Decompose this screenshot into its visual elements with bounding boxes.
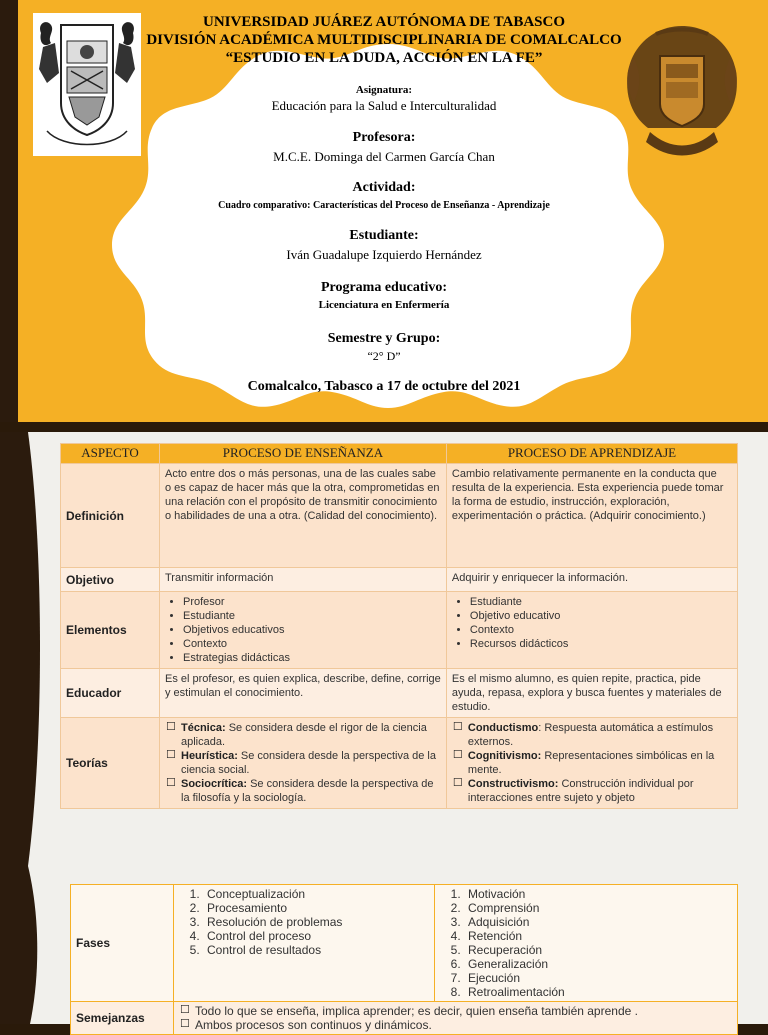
theory-term: Cognitivismo: [467, 750, 542, 762]
elementos-ensenanza [160, 592, 447, 669]
theory-term: Técnica: [181, 722, 226, 734]
list-item: • Objetivos educativos [183, 623, 441, 637]
list-item: 1. Conceptualización [203, 887, 429, 901]
elementos-aprendizaje [446, 592, 737, 669]
row-label-semejanzas: Semejanzas [71, 1002, 174, 1035]
theory-text: Construcción individual por interacciones entre sujeto y objeto [467, 778, 694, 804]
university-name: UNIVERSIDAD JUÁREZ AUTÓNOMA DE TABASCO [203, 14, 565, 30]
slide-edge-decoration [0, 432, 44, 866]
teorias-ensenanza [160, 718, 447, 809]
division-name: DIVISIÓN ACADÉMICA MULTIDISCIPLINARIA DE COMALCALCO [146, 32, 622, 48]
cover-slide [0, 0, 768, 422]
theory-text: Se considera desde la perspectiva de la filosofía y la sociología. [181, 778, 434, 804]
theory-text: Se considera desde la perspectiva de la ciencia social. [181, 750, 436, 776]
header-aprendizaje: PROCESO DE APRENDIZAJE [446, 444, 737, 464]
row-label-teorias: Teorías [61, 718, 160, 809]
list-item: • Profesor [183, 595, 441, 609]
table-row [61, 718, 738, 809]
list-item: 2. Comprensión [464, 901, 732, 915]
list-item: 7. Ejecución [464, 971, 732, 985]
teacher-label: Profesora: [352, 130, 416, 145]
list-item: • Contexto [470, 623, 732, 637]
phases-table [70, 884, 738, 1035]
list-item: 5. Recuperación [464, 943, 732, 957]
list-item: • Objetivo educativo [470, 609, 732, 623]
subject-value: Educación para la Salud e Interculturalidad [271, 98, 497, 113]
theory-term: Constructivismo: [467, 778, 559, 790]
row-label-definicion: Definición [61, 464, 160, 568]
subject-label: Asignatura: [355, 84, 413, 96]
row-label-educador: Educador [61, 669, 160, 718]
theory-text: Se considera desde el rigor de la ciencia aplicada. [181, 722, 427, 748]
slide-edge-decoration [0, 866, 44, 1024]
list-item: 6. Generalización [464, 957, 732, 971]
theory-term: Heurística: [181, 750, 238, 762]
table-row [61, 464, 738, 568]
table-row [61, 669, 738, 718]
objetivo-aprendizaje: Adquirir y enriquecer la información. [446, 568, 737, 592]
semejanzas-content [174, 1002, 738, 1035]
list-item: • Estrategias didácticas [183, 651, 441, 665]
list-item [181, 721, 441, 749]
list-item: • Recursos didácticos [470, 637, 732, 651]
activity-value: Cuadro comparativo: Características del Proceso de Enseñanza - Aprendizaje [218, 200, 550, 211]
educador-ensenanza: Es el profesor, es quien explica, describe, define, corrige y estimulan el conocimiento. [160, 669, 447, 718]
place-date: Comalcalco, Tabasco a 17 de octubre del 2021 [247, 379, 521, 394]
list-item: 3. Resolución de problemas [203, 915, 429, 929]
semester-label: Semestre y Grupo: [327, 331, 441, 346]
teacher-value: M.C.E. Dominga del Carmen García Chan [273, 149, 495, 164]
list-item: • Contexto [183, 637, 441, 651]
table-row [71, 885, 738, 1002]
fases-aprendizaje [435, 885, 738, 1002]
list-item: 3. Adquisición [464, 915, 732, 929]
list-item: ☐ Ambos procesos son continuos y dinámicos. [195, 1018, 732, 1032]
theory-term: Conductismo [467, 722, 539, 734]
list-item: 1. Motivación [464, 887, 732, 901]
objetivo-ensenanza: Transmitir información [160, 568, 447, 592]
educador-aprendizaje: Es el mismo alumno, es quien repite, practica, pide ayuda, repasa, explora y busca fuentes y materiales de estudio. [446, 669, 737, 718]
list-item: 4. Control del proceso [203, 929, 429, 943]
list-item [181, 777, 441, 805]
definicion-aprendizaje: Cambio relativamente permanente en la conducta que resulta de la experiencia. Esta experiencia puede tomar la forma de estudio, instrucción, exploración, experimentación o práctica. (Adquirir conocimiento.) [446, 464, 737, 568]
table-row [71, 1002, 738, 1035]
list-item: 5. Control de resultados [203, 943, 429, 957]
list-item [468, 777, 732, 805]
list-item: • Estudiante [470, 595, 732, 609]
theory-term: Sociocrítica: [181, 778, 248, 790]
fases-ensenanza [174, 885, 435, 1002]
header-ensenanza: PROCESO DE ENSEÑANZA [160, 444, 447, 464]
list-item: ☐ Todo lo que se enseña, implica aprender; es decir, quien enseña también aprende . [195, 1004, 732, 1018]
semester-value: “2° D” [367, 349, 401, 363]
list-item [468, 749, 732, 777]
teorias-aprendizaje [446, 718, 737, 809]
program-label: Programa educativo: [320, 280, 448, 295]
list-item: 2. Procesamiento [203, 901, 429, 915]
row-label-objetivo: Objetivo [61, 568, 160, 592]
university-motto: “ESTUDIO EN LA DUDA, ACCIÓN EN LA FE” [225, 50, 543, 66]
list-item [468, 721, 732, 749]
student-value: Iván Guadalupe Izquierdo Hernández [286, 247, 482, 262]
list-item: 4. Retención [464, 929, 732, 943]
row-label-fases: Fases [71, 885, 174, 1002]
theory-text: Representaciones simbólicas en la mente. [467, 750, 715, 776]
header-aspecto: ASPECTO [61, 444, 160, 464]
list-item [181, 749, 441, 777]
table-row [61, 592, 738, 669]
student-label: Estudiante: [349, 228, 419, 243]
definicion-ensenanza: Acto entre dos o más personas, una de las cuales sabe o es capaz de hacer más que la otra, comprometidas en una relación con el propósito de transmitir conocimiento o habilidades de una a otra. (Calidad del conocimiento). [160, 464, 447, 568]
list-item: • Estudiante [183, 609, 441, 623]
list-item: 8. Retroalimentación [464, 985, 732, 999]
row-label-elementos: Elementos [61, 592, 160, 669]
activity-label: Actividad: [352, 180, 416, 195]
table-row [61, 568, 738, 592]
comparison-table [60, 443, 738, 809]
theory-text: : Respuesta automática a estímulos externos. [467, 722, 714, 748]
program-value: Licenciatura en Enfermería [318, 299, 450, 311]
